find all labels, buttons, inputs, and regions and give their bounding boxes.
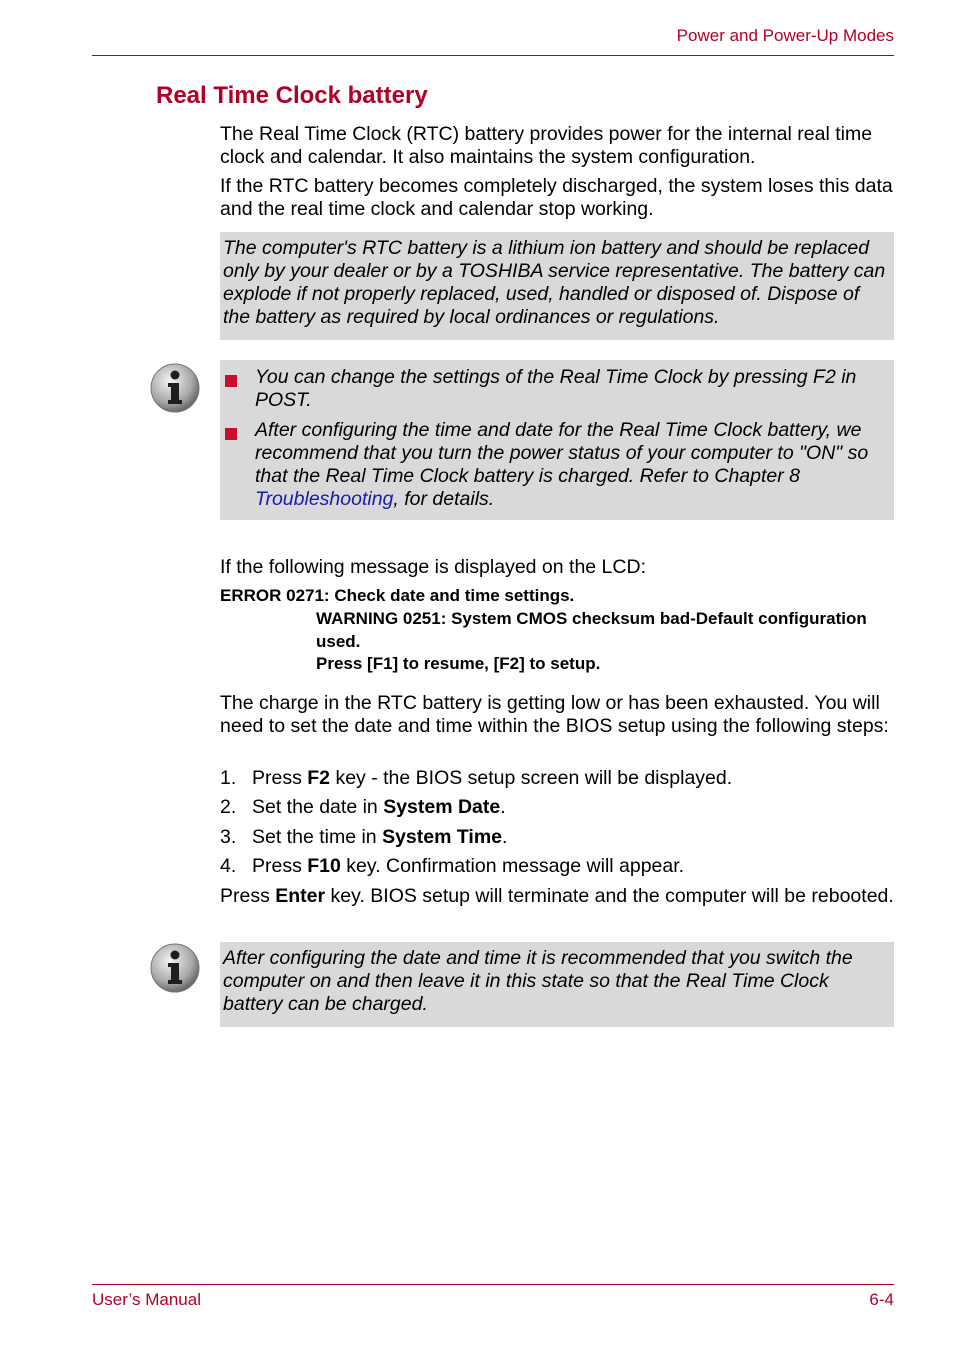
- note-bullet-2-tail: , for details.: [393, 488, 495, 510]
- message-intro: If the following message is displayed on the LCD:: [220, 556, 646, 578]
- intro-paragraph-2: If the RTC battery becomes completely discharged, the system loses this data and the real time clock and calendar stop working.: [220, 175, 893, 220]
- footer-manual-label: User’s Manual: [92, 1290, 201, 1309]
- warning-text: The computer's RTC battery is a lithium ion battery and should be replaced only by your dealer or by a TOSHIBA service representative. The battery can explode if not properly replaced, used, handled or disposed of. Dispose of the battery as required by local ordinances or regulations.: [223, 237, 886, 328]
- running-header: Power and Power-Up Modes: [676, 26, 894, 45]
- note-bullet-2-text: After configuring the time and date for the Real Time Clock battery, we recommend that you turn the power status of your computer to "ON" so that the Real Time Clock battery is charged. Refer to Chapter 8: [255, 419, 869, 487]
- page-number: 6-4: [869, 1290, 894, 1309]
- warning-box: [220, 232, 894, 340]
- info-icon: [149, 362, 201, 414]
- charge-paragraph: The charge in the RTC battery is getting low or has been exhausted. You will need to set the date and time within the BIOS setup using the following steps:: [220, 692, 889, 737]
- note-bullet-1: [223, 366, 890, 412]
- enter-paragraph: Press Enter key. BIOS setup will terminate and the computer will be rebooted.: [220, 885, 894, 907]
- step-2: 2. Set the date in System Date.: [220, 796, 506, 818]
- error-message: ERROR 0271: Check date and time settings.: [220, 586, 575, 605]
- info-icon: [149, 942, 201, 994]
- press-message: Press [F1] to resume, [F2] to setup.: [316, 654, 601, 673]
- step-3: 3. Set the time in System Time.: [220, 826, 508, 848]
- section-title: Real Time Clock battery: [156, 82, 428, 109]
- step-1: 1. Press F2 key - the BIOS setup screen will be displayed.: [220, 767, 733, 789]
- bullet-square-icon: [225, 428, 237, 440]
- note-bullet-1-text: You can change the settings of the Real Time Clock by pressing F2 in POST.: [255, 366, 857, 411]
- step-4: 4. Press F10 key. Confirmation message will appear.: [220, 855, 685, 877]
- header-rule: [92, 55, 894, 56]
- bullet-square-icon: [225, 375, 237, 387]
- note-box-2: [220, 942, 894, 1027]
- footer-rule: [92, 1284, 894, 1285]
- troubleshooting-link[interactable]: Troubleshooting: [255, 488, 394, 510]
- note-bullet-2: [223, 419, 890, 511]
- intro-paragraph-1: The Real Time Clock (RTC) battery provides power for the internal real time clock and calendar. It also maintains the system configuration.: [220, 123, 873, 168]
- warning-message: WARNING 0251: System CMOS checksum bad-Default configuration used.: [316, 609, 867, 651]
- note-2-text: After configuring the date and time it is recommended that you switch the computer on and then leave it in this state so that the Real Time Clock battery can be charged.: [223, 947, 853, 1015]
- note-box-1: [220, 360, 894, 520]
